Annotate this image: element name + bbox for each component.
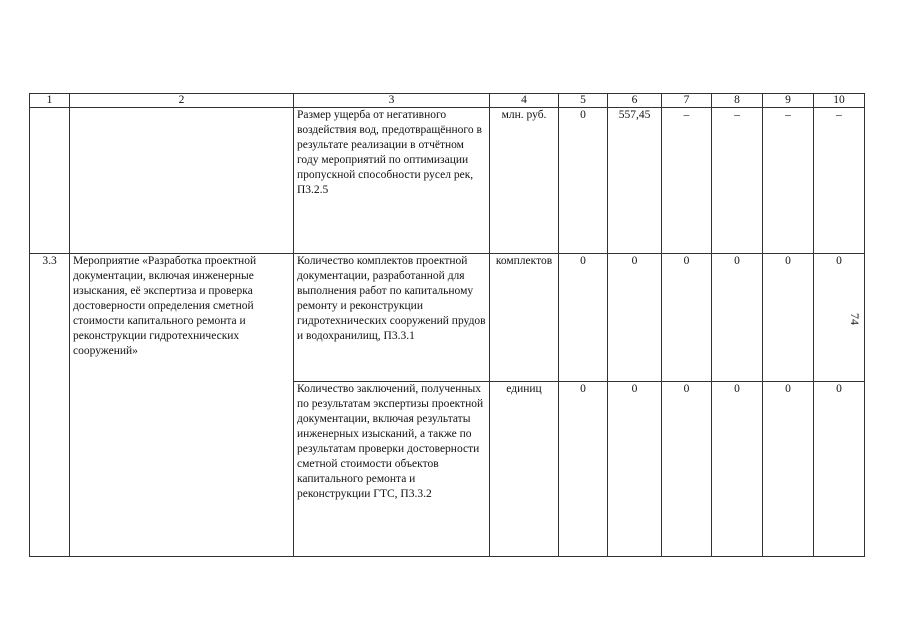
value-cell: 0 <box>559 108 608 254</box>
value-cell: 557,45 <box>608 108 662 254</box>
row-number-cell: 3.3 <box>30 254 70 557</box>
indicator-cell: Размер ущерба от негативного воздействия вод, предотвращённого в результате реализации в отчётном году мероприятий по оптимизации пропускной способности русел рек, П3.2.5 <box>294 108 490 254</box>
unit-cell: млн. руб. <box>490 108 559 254</box>
value-cell: – <box>712 108 763 254</box>
value-cell: 0 <box>662 382 712 557</box>
value-cell: 0 <box>712 382 763 557</box>
header-cell: 5 <box>559 94 608 108</box>
value-cell: 0 <box>608 254 662 382</box>
value-cell: 0 <box>814 382 865 557</box>
data-table <box>29 93 865 557</box>
value-cell: 0 <box>559 382 608 557</box>
header-cell: 3 <box>294 94 490 108</box>
value-cell: – <box>662 108 712 254</box>
event-cell <box>70 108 294 254</box>
indicator-cell: Количество заключений, полученных по результатам экспертизы проектной документации, включая результаты инженерных изысканий, а также по результатам проверки достоверности сметной стоимости объектов капитального ремонта и реконструкции ГТС, П3.3.2 <box>294 382 490 557</box>
table-row <box>30 254 865 382</box>
header-cell: 7 <box>662 94 712 108</box>
event-cell: Мероприятие «Разработка проектной документации, включая инженерные изыскания, её экспертиза и проверка достоверности определения сметной стоимости капитального ремонта и реконструкции гидротехнических сооружений» <box>70 254 294 557</box>
indicator-cell: Количество комплектов проектной документации, разработанной для выполнения работ по капитальному ремонту и реконструкции гидротехнических сооружений прудов и водохранилищ, П3.3.1 <box>294 254 490 382</box>
header-cell: 10 <box>814 94 865 108</box>
value-cell: 0 <box>763 382 814 557</box>
value-cell: 0 <box>712 254 763 382</box>
value-cell: – <box>814 108 865 254</box>
value-cell: 0 <box>559 254 608 382</box>
header-cell: 9 <box>763 94 814 108</box>
header-cell: 4 <box>490 94 559 108</box>
header-row <box>30 94 865 108</box>
header-cell: 8 <box>712 94 763 108</box>
header-cell: 1 <box>30 94 70 108</box>
value-cell: 0 <box>814 254 865 382</box>
header-cell: 2 <box>70 94 294 108</box>
unit-cell: единиц <box>490 382 559 557</box>
table-row <box>30 108 865 254</box>
value-cell: 0 <box>608 382 662 557</box>
value-cell: 0 <box>662 254 712 382</box>
value-cell: – <box>763 108 814 254</box>
header-cell: 6 <box>608 94 662 108</box>
value-cell: 0 <box>763 254 814 382</box>
row-number-cell <box>30 108 70 254</box>
page-number: 74 <box>848 313 862 325</box>
unit-cell: комплектов <box>490 254 559 382</box>
